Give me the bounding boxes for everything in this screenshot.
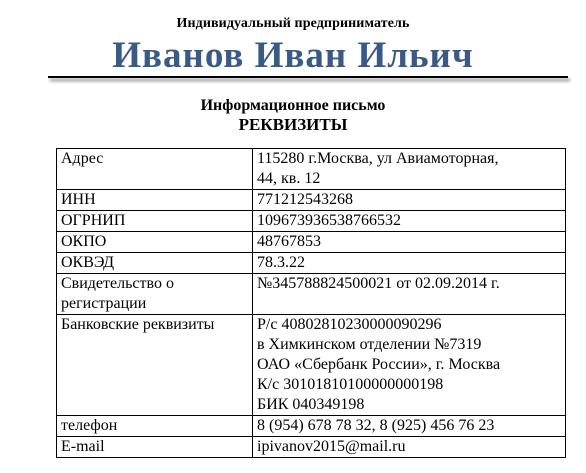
table-row-phone [57,416,566,437]
document-title-letter: Информационное письмо [200,97,386,114]
row-value: 48767853 [253,232,566,253]
table-row-okved [57,253,566,274]
table-row-okpo [57,232,566,253]
bank-name: ОАО «Сбербанк России», г. Москва [257,356,501,373]
table-row-email [57,437,566,458]
row-value: ipivanov2015@mail.ru [253,437,566,458]
entrepreneur-subtitle: Индивидуальный предприниматель [176,16,410,31]
row-label: ОГРНИП [57,211,253,232]
table-row-bank [57,315,566,416]
table-row-inn [57,190,566,211]
row-label: Свидетельство о регистрации [57,274,253,315]
row-label: ИНН [57,190,253,211]
row-value: 771212543268 [253,190,566,211]
table-row-ogrnip [57,211,566,232]
row-value: 78.3.22 [253,253,566,274]
header-divider [48,76,568,78]
row-label: Адрес [57,149,253,190]
address-line-1: 115280 г.Москва, ул Авиамоторная, [257,150,499,167]
table-row-address [57,149,566,190]
address-line-2: 44, кв. 12 [257,170,321,187]
bank-correspondent-account: К/с 30101810100000000198 [257,376,444,393]
table-row-certificate [57,274,566,315]
row-label: E-mail [57,437,253,458]
entrepreneur-name: Иванов Иван Ильич [112,35,474,76]
bank-bik: БИК 040349198 [257,396,365,413]
row-value: 8 (954) 678 78 32, 8 (925) 456 76 23 [253,416,566,437]
row-value [253,149,566,190]
document-title-requisites: РЕКВИЗИТЫ [238,115,348,134]
row-value [253,315,566,416]
row-value: №345788824500021 от 02.09.2014 г. [253,274,566,315]
row-label: ОКПО [57,232,253,253]
bank-branch: в Химкинском отделении №7319 [257,336,482,353]
bank-account: Р/с 40802810230000090296 [257,316,442,333]
requisites-table [56,148,566,458]
row-label: телефон [57,416,253,437]
row-label: ОКВЭД [57,253,253,274]
row-label: Банковские реквизиты [57,315,253,416]
document-title [0,96,586,134]
row-value: 109673936538766532 [253,211,566,232]
